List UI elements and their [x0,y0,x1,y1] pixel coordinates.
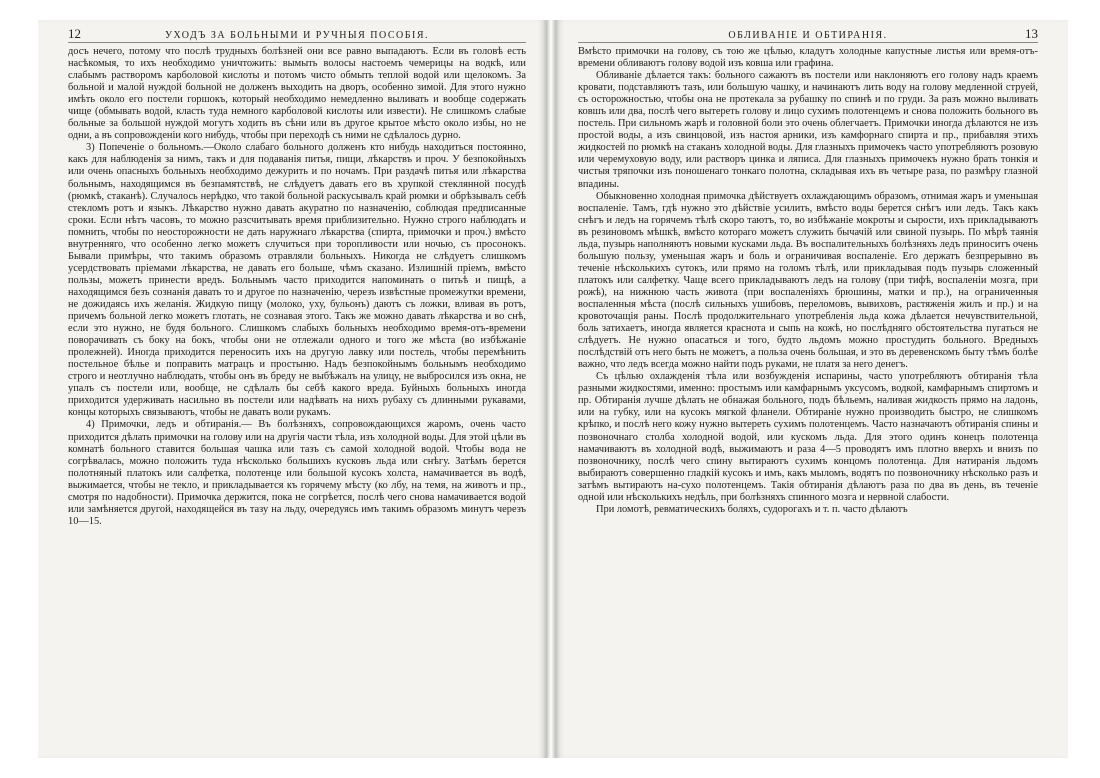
paragraph: Обливаніе дѣлается такъ: больного сажаютъ въ постели или наклоняютъ его голову надъ краемъ кровати, подставляютъ тазъ, или большую чашку, и начинаютъ лить воду на голову медленной струей, съ осторожностью, чтобы она не протекала за рубашку по спинѣ и по груди. За разъ можно выливать ковшъ или два, послѣ чего вытереть голову и лицо сухимъ полотенцемъ и снова положить больного въ постель. При сильномъ жарѣ и головной боли это очень облегчаетъ. Примочки иногда дѣлаются не изъ простой воды, а изъ свинцовой, изъ настоя арники, изъ камфорнаго спирта и пр., прибавляя этихъ жидкостей по рюмкѣ на стаканъ холодной воды. Для глазныхъ примочекъ часто употребляютъ розовую или черемуховую воду, или растворъ цинка и ляписа. Для глазныхъ примочекъ нужно брать тонкія и чистыя тряпочки изъ поношенаго тонкаго полотна, складывая ихъ въ четыре раза, по размѣру глазной впадины. [578,70,1038,190]
left-page [38,20,546,758]
book-spread [38,20,1068,758]
paragraph: досъ нечего, потому что послѣ трудныхъ болѣзней они все равно выпадаютъ. Если въ головѣ есть насѣкомыя, то ихъ необходимо уничтожить: вымыть волосы настоемъ чемерицы на водкѣ, или слабымъ растворомъ карболовой кислоты и потомъ чисто обмыть теплой водой или щелокомъ. За больной и малой нуждой больной не долженъ выходить на дворъ, особенно зимой. Для этого нужно имѣть около его постели горшокъ, который необходимо немедленно выливать и вообще содержать чище (обмывать водой, класть туда немного карболовой кислоты или извести). Не слишкомъ слабые больные за большой нуждой могутъ ходить въ сѣни или въ другое крытое мѣсто около избы, но не одни, а въ сопровожденіи кого нибудь, чтобы при переходѣ съ ними не сдѣлалось дурно. [68,46,526,142]
right-page-body [578,46,1038,516]
paragraph: Обыкновенно холодная примочка дѣйствуетъ охлаждающимъ образомъ, отнимая жаръ и уменьшая воспаленіе. Тамъ, гдѣ нужно это дѣйствіе усилить, вмѣсто воды берется снѣгъ или ледъ. Такъ какъ снѣгъ и ледъ на горячемъ тѣлѣ скоро таютъ, то, во избѣжаніе мокроты и сырости, ихъ прикладываютъ въ резиновомъ мѣшкѣ, вмѣсто котораго можетъ служить бычачій или свиной пузырь. По мѣрѣ таянія льда, пузырь наполняютъ новыми кусками льда. Въ воспалительныхъ болѣзняхъ ледъ приноситъ очень большую пользу, уменьшая жаръ и боль и ограничивая воспаленіе. Его держатъ безпрерывно въ теченіе нѣсколькихъ сутокъ, или прямо на голомъ тѣлѣ, или прикладывая подъ пузырь сложенный платокъ или салфетку. Чаще всего прикладываютъ ледъ на голову (при тифѣ, воспаленіи мозга, при рожѣ), на нижнюю часть живота (при воспаленіяхъ брюшины, матки и пр.), на ограниченныя воспаленныя мѣста (послѣ сильныхъ ушибовъ, переломовъ, вывиховъ, растяженія жилъ и пр.) и на кровоточащія раны. Послѣ продолжительнаго употребленія льда кожа дѣлается нечувствительной, боль затихаетъ, иногда является краснота и сыпь на кожѣ, но послѣдняго обстоятельства пугаться не слѣдуетъ. Не нужно опасаться и того, будто льдомъ можно простудить больного. Вредныхъ послѣдствій отъ него быть не можетъ, а польза очень большая, и это въ деревенскомъ быту тѣмъ болѣе важно, что ледъ всегда можно найти подъ руками, не платя за него денегъ. [578,190,1038,371]
paragraph: 3) Попеченіе о больномъ.—Около слабаго больного долженъ кто нибудь находиться постоянно, какъ для наблюденія за нимъ, такъ и для подаванія питья, пищи, лѣкарствъ и проч. У безпокойныхъ или очень опасныхъ больныхъ необходимо дежурить и по ночамъ. При раздачѣ питья или лѣкарства больнымъ, находящимся въ безпамятствѣ, не слѣдуетъ давать его въ хрупкой стеклянной посудѣ (рюмкѣ, стаканѣ). Случалось нерѣдко, что такой больной раскусывалъ край рюмки и обрѣзывалъ себѣ стекломъ ротъ и языкъ. Лѣкарство нужно давать акуратно по назначенію, соблюдая предписанные сроки. Если нѣтъ часовъ, то можно разсчитывать время приблизительно. Нужно строго наблюдать и помнить, чтобы по неосторожности не дать наружнаго лѣкарства (спирта, примочки и проч.) вмѣсто внутренняго, что особенно легко можетъ случиться при торопливости или ночью, съ просонокъ. Бывали примѣры, что такимъ образомъ отравляли больныхъ. Никогда не слѣдуетъ слишкомъ усердствовать пріемами лѣкарства, не давать его больше, чѣмъ сказано. Излишній пріемъ, вмѣсто пользы, можетъ принести вредъ. Больнымъ часто приходится напоминать о питьѣ и пищѣ, а находящимся безъ сознанія давать то и другое по назначенію, черезъ извѣстные промежутки времени, не дожидаясь ихъ желанія. Жидкую пищу (молоко, уху, бульонъ) даютъ съ ложки, вливая въ ротъ, причемъ больной легко можетъ глотать, не сознавая этого. Такъ же можно давать лѣкарства и во снѣ, если это нужно, не будя больного. Слишкомъ слабыхъ больныхъ необходимо время-отъ-времени поворачивать съ боку на бокъ, чтобы они не отлежали одного и того же мѣста (во избѣжаніе пролежней). Иногда приходится переносить ихъ на другую лавку или постель, чтобы перемѣнить постельное бѣлье и поправить матрацъ и простыню. Надъ безпокойнымъ больнымъ необходимо строго и неотлучно наблюдать, чтобы онъ въ бреду не выбѣжалъ на улицу, не выбросился изъ окна, не упалъ съ постели или, вообще, не сдѣлалъ бы себѣ какого вреда. Буйныхъ больныхъ иногда приходится удерживать насильно въ постели или надѣвать на нихъ рубаху съ длинными рукавами, концы которыхъ связываютъ, чтобы не давать воли рукамъ. [68,142,526,419]
running-head-title: УХОДЪ ЗА БОЛЬНЫМИ И РУЧНЫЯ ПОСОБІЯ. [164,30,430,41]
paragraph: Съ цѣлью охлажденія тѣла или возбужденія испарины, часто употребляютъ обтиранія тѣла разными жидкостями, именно: простымъ или камфарнымъ уксусомъ, водкой, камфарнымъ спиртомъ и пр. Обтиранія лучше дѣлать не обнажая больного, подъ бѣльемъ, наливая жидкость прямо на ладонь, или на губку, или на кусокъ мягкой фланели. Обтираніе нужно производить быстро, не слишкомъ крѣпко, и послѣ него кожу нужно вытереть сухимъ полотенцемъ. Часто назначаютъ обтиранія спины и позвоночнаго столба холодной водой, или кускомъ льда. Для этого одинъ конецъ полотенца намачиваютъ въ холодной водѣ, выжимаютъ и раза 4—5 проводятъ имъ плотно вверхъ и внизъ по позвоночнику, послѣ чего спину вытираютъ сухимъ концомъ полотенца. Для натиранія льдомъ выбираютъ совершенно гладкій кусокъ и имъ, какъ мыломъ, водятъ по позвоночнику нѣсколько разъ и затѣмъ вытираютъ на-сухо полотенцемъ. Такія обтиранія дѣлаютъ раза по два въ день, въ теченіе одной или нѣсколькихъ недѣль, при болѣзняхъ спинного мозга и нервной слабости. [578,371,1038,503]
left-page-body [68,46,526,528]
book-gutter [546,20,556,758]
running-head-left [68,26,526,43]
paragraph: 4) Примочки, ледъ и обтиранія.— Въ болѣзняхъ, сопровождающихся жаромъ, очень часто приходится дѣлать примочки на голову или на другія части тѣла, изъ холодной воды. Для этой цѣли въ комнатѣ больного ставится большая чашка или тазъ съ самой холодной водой. Чтобы вода не согрѣвалась, можно положить туда нѣсколько большихъ кусковъ льда или снѣгу. Затѣмъ берется полотняный платокъ или салфетка, полотенце или большой кусокъ холста, намачивается въ водѣ, выжимается, чтобы не текло, и прикладывается къ горячему мѣсту (ко лбу, на темя, на животъ и пр., смотря по надобности). Примочка держится, пока не согрѣется, послѣ чего снова намачивается водой или замѣняется другой, находящейся въ тазу на льду, очередуясь имъ такимъ образомъ минутъ черезъ 10—15. [68,419,526,527]
page-number: 13 [1025,26,1038,41]
paragraph: При ломотѣ, ревматическихъ боляхъ, судорогахъ и т. п. часто дѣлаютъ [596,503,908,515]
right-page [556,20,1068,758]
running-head-right [578,26,1038,43]
running-head-title: ОБЛИВАНІЕ И ОБТИРАНІЯ. [728,30,888,41]
paragraph: Вмѣсто примочки на голову, съ тою же цѣлью, кладутъ холодные капустные листья или время-отъ-времени обливаютъ голову водой изъ ковша или графина. [578,46,1038,70]
page-number: 12 [68,26,81,41]
